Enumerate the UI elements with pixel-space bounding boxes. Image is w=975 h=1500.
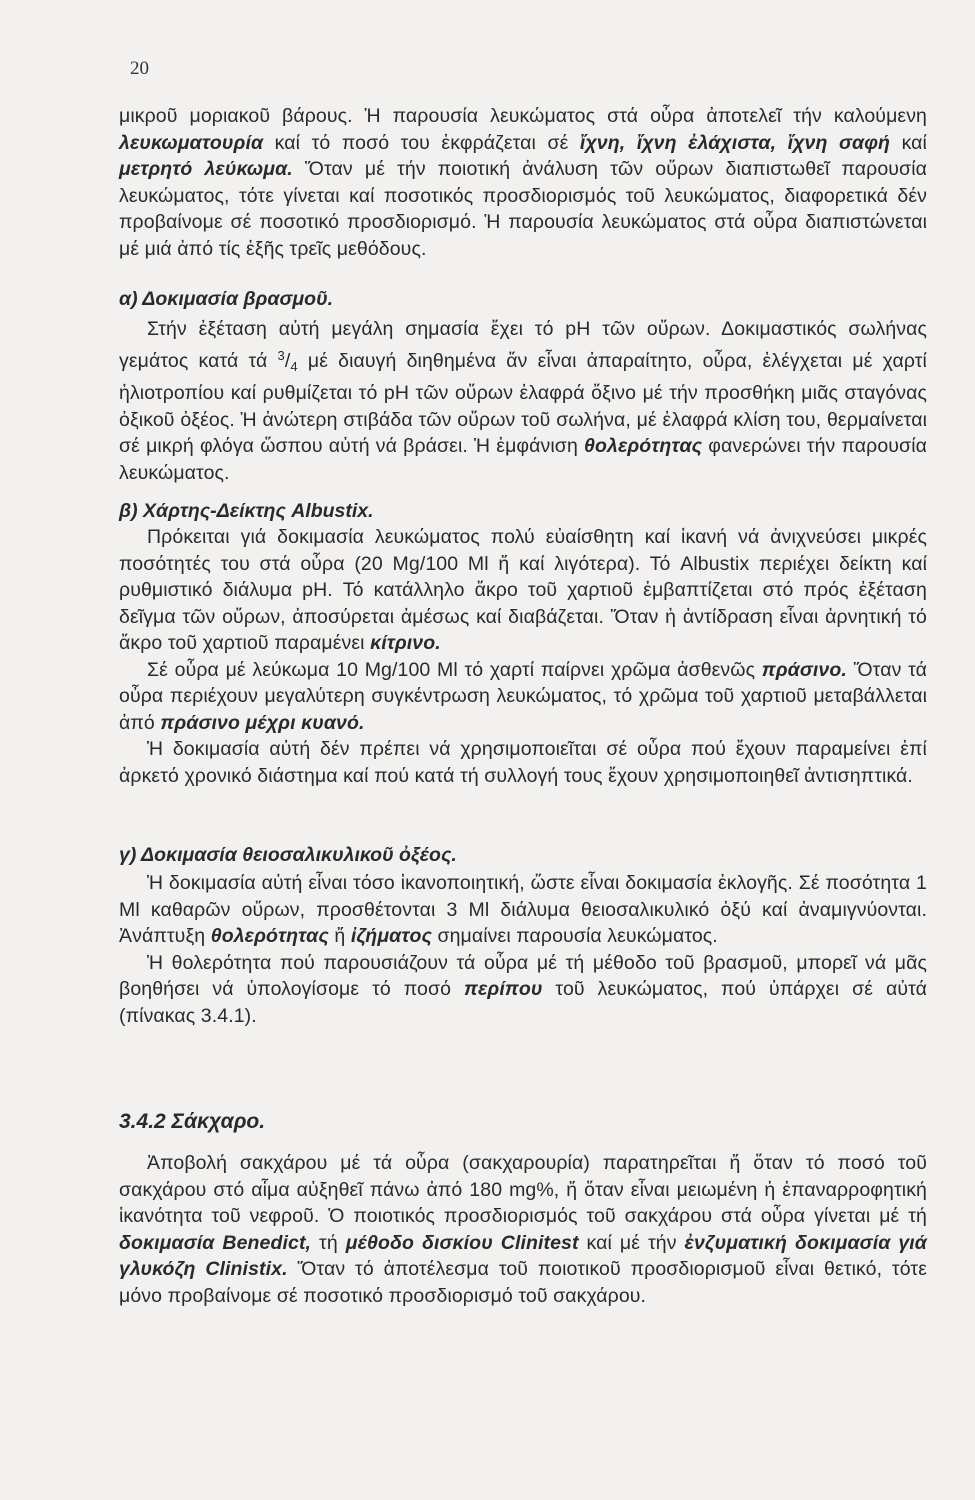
- section-a-paragraph: [119, 316, 927, 486]
- term-clinitest: μέθοδο δισκίου Clinitest: [345, 1231, 579, 1254]
- term-approximately: περίπου: [464, 978, 543, 1000]
- section-a-heading: α) Δοκιμασία βρασμοῦ.: [119, 288, 334, 310]
- text-run: Ἀποβολή σακχάρου μέ τά οὖρα (σακχαρουρία) παρατηρεῖται ἤ ὅταν τό ποσό τοῦ σακχάρου στό αἷμα αὐξηθεῖ πάνω ἀπό 180 mg%, ἤ ὅταν εἶναι μειωμένη ἡ ἐπαναρροφητική ἱκανότητα τοῦ νεφροῦ. Ὁ ποιοτικός προσδιορισμός τοῦ σακχάρου στά οὖρα γίνεται μέ τή: [119, 1152, 927, 1227]
- section-b-paragraphs: [119, 524, 927, 789]
- text-run: Ἡ θολερότητα πού παρουσιάζουν τά οὖρα μέ τή μέθοδο τοῦ βρασμοῦ, μπορεῖ νά μᾶς βοηθήσει νά ὑπολογίσομε τό ποσό: [119, 951, 927, 1000]
- text-run: καί: [890, 131, 927, 154]
- text-run: φανερώνει τήν παρουσία λευκώματος.: [119, 435, 927, 484]
- section-c-paragraphs: [119, 870, 927, 1029]
- intro-paragraph: [119, 103, 927, 262]
- text-run: τοῦ λευκώματος, πού ὑπάρχει σέ αὐτά (πίνακας 3.4.1).: [119, 978, 927, 1027]
- text-run: Ὅταν τά οὖρα περιέχουν μεγαλύτερη συγκέντρωση λευκώματος, τό χρῶμα τοῦ χαρτιοῦ μεταβάλλεται ἀπό: [119, 658, 928, 734]
- term-green: πράσινο.: [761, 658, 847, 681]
- term-yellow: κίτρινο.: [370, 632, 441, 654]
- page-number: 20: [130, 58, 149, 79]
- text-run: καί τό ποσό του ἐκφράζεται σέ: [263, 131, 580, 154]
- term-traces: ἴχνη, ἴχνη ἐλάχιστα, ἴχνη σαφή: [579, 131, 891, 154]
- text-run: Στήν ἐξέταση αὐτή μεγάλη σημασία ἔχει τό pH τῶν οὔρων. Δοκιμαστικός σωλήνας γεμάτος κατά τά: [119, 318, 927, 372]
- text-run: ἤ: [328, 925, 351, 947]
- text-run: μικροῦ μοριακοῦ βάρους. Ἡ παρουσία λευκώματος στά οὖρα ἀποτελεῖ τήν καλούμενη: [119, 105, 927, 127]
- section-c-heading: γ) Δοκιμασία θειοσαλικυλικοῦ ὀξέος.: [119, 844, 457, 866]
- fraction-slash: /: [284, 349, 291, 372]
- text-run: Πρόκειται γιά δοκιμασία λευκώματος πολύ εὐαίσθητη καί ἱκανή νά ἀνιχνεύσει μικρές ποσότητές του στά οὖρα (20 Mg/100 Ml ἤ καί λιγότερα). Τό Albustix περιέχει δείκτη καί ρυθμιστικό διάλυμα pH. Τό κατάλληλο ἄκρο τοῦ χαρτιοῦ ἐμβαπτίζεται στό πρός ἐξέταση δεῖγμα τῶν οὔρων, ἀποσύρεται ἀμέσως καί διαβάζεται. Ὅταν ἡ ἀντίδραση εἶναι ἀρνητική τό ἄκρο τοῦ χαρτιοῦ παραμένει: [119, 526, 927, 654]
- text-run: Σέ οὖρα μέ λεύκωμα 10 Mg/100 Ml τό χαρτί παίρνει χρῶμα ἀσθενῶς: [147, 658, 762, 681]
- text-run: Ἡ δοκιμασία αὐτή εἶναι τόσο ἱκανοποιητική, ὥστε εἶναι δοκιμασία ἐκλογῆς. Σέ ποσότητα 1 Ml καθαρῶν οὔρων, προσθέτονται 3 Ml διάλυμα θειοσαλικυλικό ὀξύ καί ἀναμιγνύονται. Ἀνάπτυξη: [119, 872, 927, 947]
- term-precipitate: ἰζήματος: [350, 925, 432, 947]
- term-green-to-blue: πράσινο μέχρι κυανό.: [160, 711, 365, 734]
- section-342-paragraph: [119, 1150, 927, 1309]
- section-b-heading: β) Χάρτης-Δείκτης Albustix.: [119, 500, 374, 522]
- text-run: Ὅταν μέ τήν ποιοτική ἀνάλυση τῶν οὔρων διαπιστωθεῖ παρουσία λευκώματος, τότε γίνεται καί ποσοτικός προσδιορισμός τοῦ λευκώματος, διαφορετικά δέν προβαίνομε σέ ποσοτικό προσδιορισμό. Ἡ παρουσία λευκώματος στά οὖρα διαπιστώνεται μέ μιά ἀπό τίς ἑξῆς τρεῖς μεθόδους.: [119, 158, 927, 260]
- term-measurable-protein: μετρητό λεύκωμα.: [119, 158, 293, 180]
- term-proteinuria: λευκωματουρία: [119, 131, 264, 154]
- text-run: Ἡ δοκιμασία αὐτή δέν πρέπει νά χρησιμοποιεῖται σέ οὖρα πού ἔχουν παραμείνει ἐπί ἀρκετό χρονικό διάστημα καί πού κατά τή συλλογή τους ἔχουν χρησιμοποιηθεῖ ἀντισηπτικά.: [119, 738, 927, 787]
- text-run: Ὅταν τό ἀποτέλεσμα τοῦ ποιοτικοῦ προσδιορισμοῦ εἶναι θετικό, τότε μόνο προβαίνομε σέ ποσοτικό προσδιορισμό τοῦ σακχάρου.: [119, 1258, 927, 1307]
- section-342-heading: 3.4.2 Σάκχαρο.: [119, 1110, 266, 1133]
- text-run: σημαίνει παρουσία λευκώματος.: [431, 925, 718, 947]
- text-run: καί μέ τήν: [578, 1231, 685, 1254]
- fraction-denominator: 4: [290, 358, 298, 374]
- term-turbidity: θολερότητας: [210, 925, 329, 947]
- term-clinistix: ἐνζυματική δοκιμασία γιά γλυκόζη Clinistix.: [119, 1231, 928, 1280]
- fraction-numerator: 3: [277, 347, 285, 363]
- text-run: τή: [311, 1231, 346, 1254]
- text-run: μέ διαυγή διηθημένα ἄν εἶναι ἀπαραίτητο, οὖρα, ἐλέγχεται μέ χαρτί ἡλιοτροπίου καί ρυθμίζεται τό pH τῶν οὔρων ἐλαφρά ὄξινο μέ τήν προσθήκη μιᾶς σταγόνας ὀξικοῦ ὀξέος. Ἡ ἀνώτερη στιβάδα τῶν οὔρων τοῦ σωλήνα, μέ ἐλαφρά κλίση του, θερμαίνεται σέ μικρή φλόγα ὥσπου αὐτή νά βράσει. Ἡ ἐμφάνιση: [119, 349, 927, 457]
- term-turbidity: θολερότητας: [584, 435, 703, 457]
- term-benedict: δοκιμασία Benedict,: [119, 1231, 312, 1254]
